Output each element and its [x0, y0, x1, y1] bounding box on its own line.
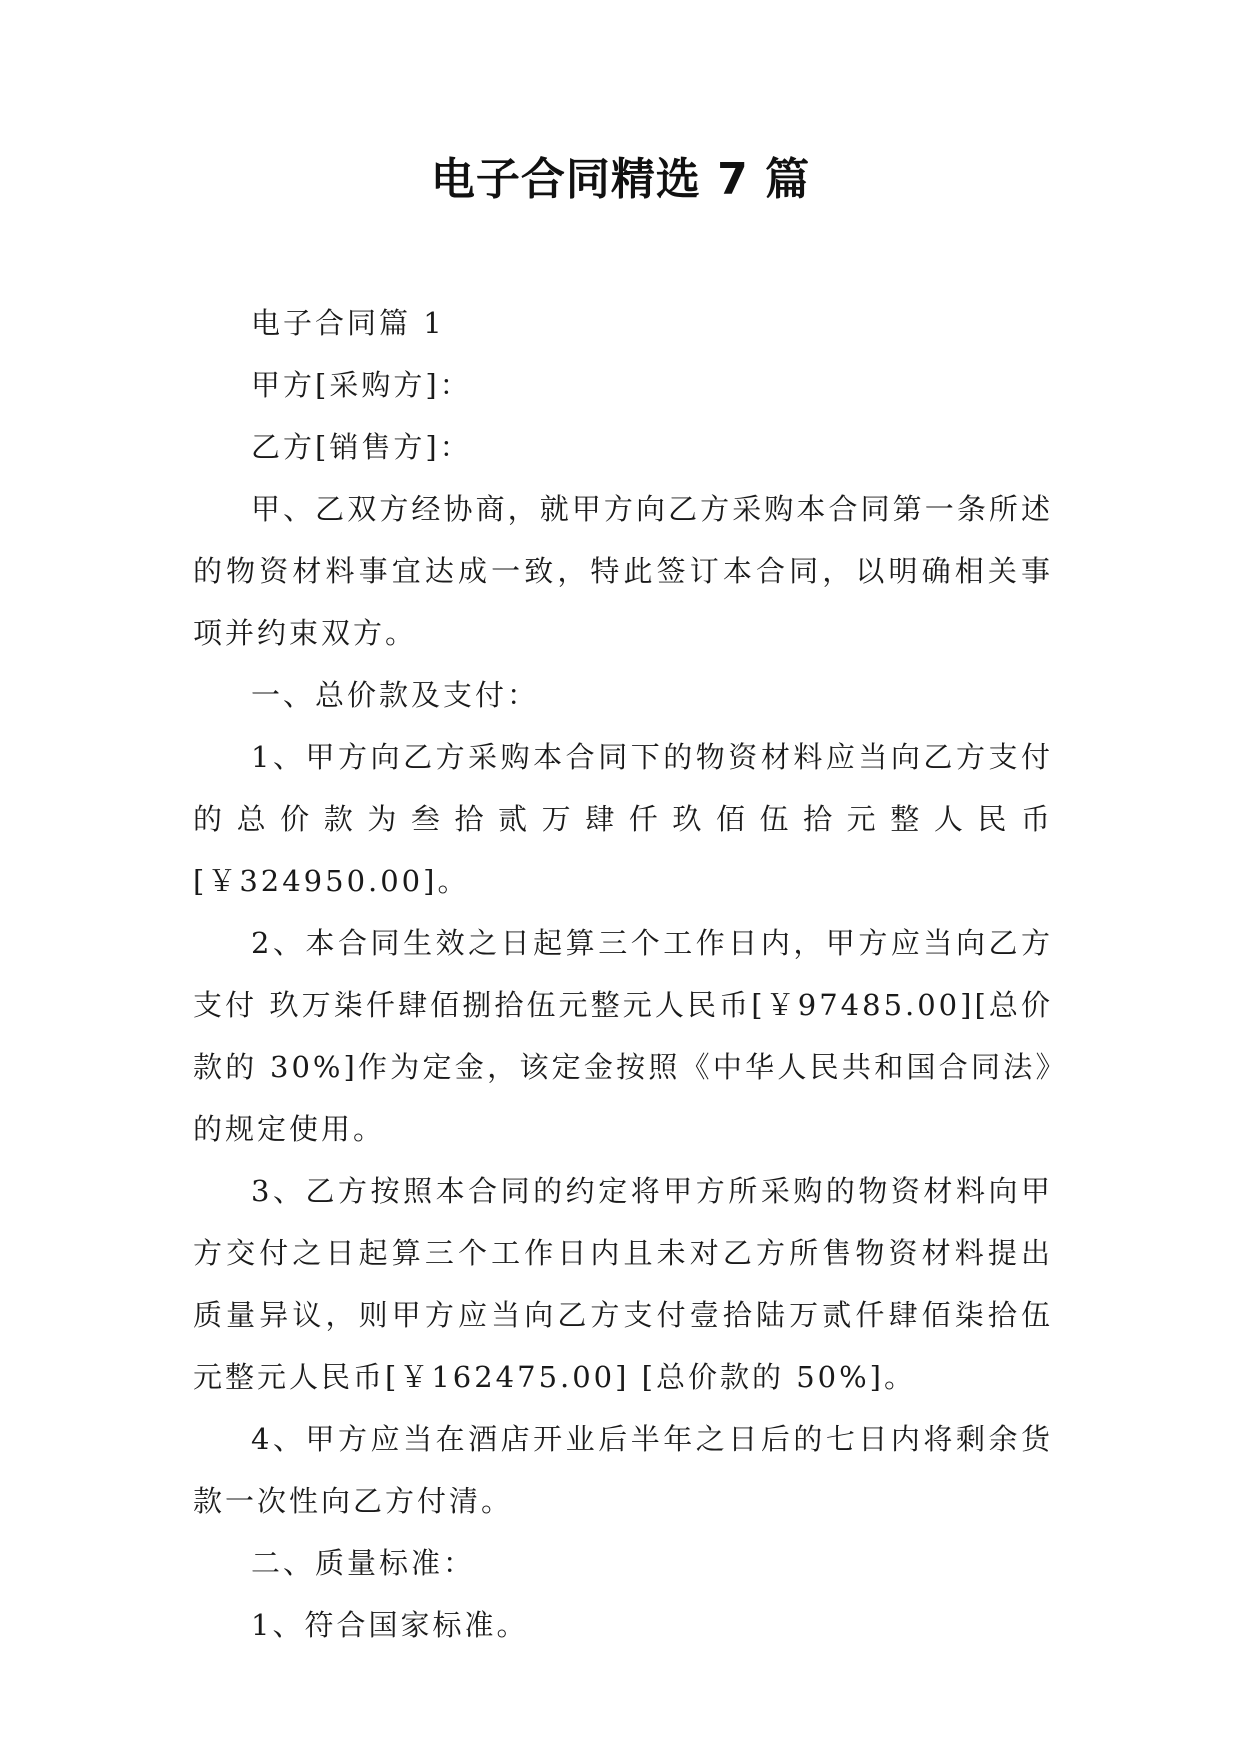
clause-1-total-price: 1、甲方向乙方采购本合同下的物资材料应当向乙方支付的总价款为叁拾贰万肆仟玖佰伍拾元整人民币[￥324950.00]。	[193, 740, 1053, 898]
quality-item-1: 1、符合国家标准。	[251, 1608, 529, 1642]
clause-2-deposit: 2、本合同生效之日起算三个工作日内，甲方应当向乙方支付 玖万柒仟肆佰捌拾伍元整元人民币[￥97485.00][总价款的 30%]作为定金，该定金按照《中华人民共和国合同法》的规定使用。	[193, 926, 1053, 1146]
document-title: 电子合同精选 7 篇	[430, 154, 811, 205]
section-heading-contract-1: 电子合同篇 1	[251, 306, 445, 340]
document-body	[193, 292, 1053, 1656]
preamble-paragraph: 甲、乙双方经协商，就甲方向乙方采购本合同第一条所述的物资材料事宜达成一致，特此签订本合同，以明确相关事项并约束双方。	[193, 492, 1053, 650]
clause-4-final-payment: 4、甲方应当在酒店开业后半年之日后的七日内将剩余货款一次性向乙方付清。	[193, 1422, 1053, 1518]
clause-heading-payment: 一、总价款及支付：	[251, 678, 540, 712]
clause-heading-quality: 二、质量标准：	[251, 1546, 476, 1580]
party-a-line: 甲方[采购方]：	[251, 368, 472, 402]
party-b-line: 乙方[销售方]：	[251, 430, 472, 464]
clause-3-second-payment: 3、乙方按照本合同的约定将甲方所采购的物资材料向甲方交付之日起算三个工作日内且未对乙方所售物资材料提出质量异议，则甲方应当向乙方支付壹拾陆万贰仟肆佰柒拾伍元整元人民币[￥162475.00] [总价款的 50%]。	[193, 1174, 1053, 1394]
